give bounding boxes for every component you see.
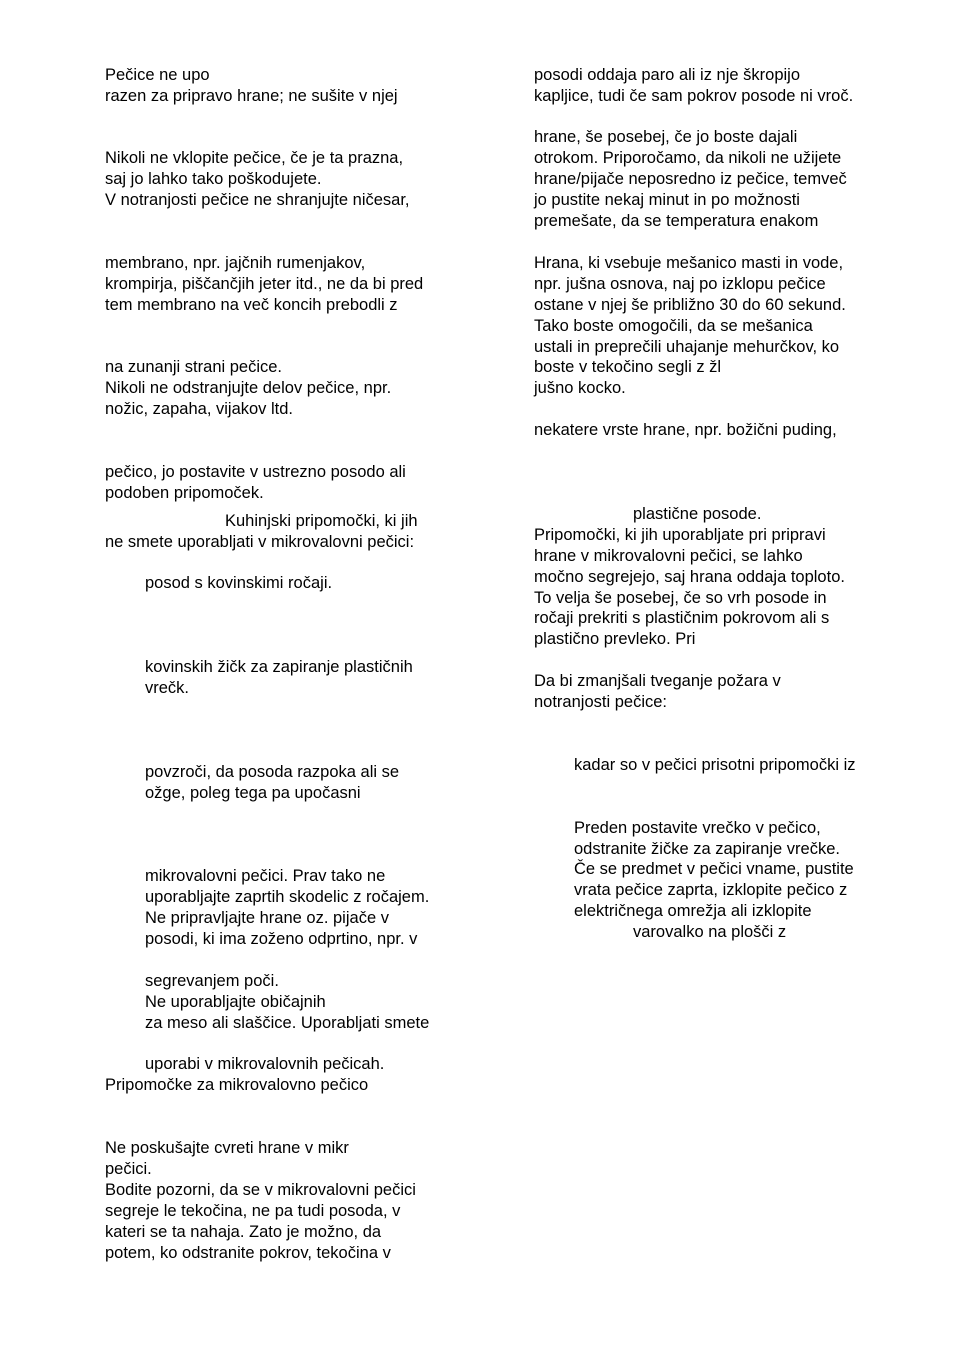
text-line: podoben pripomoček. (105, 484, 264, 502)
text-line: Pripomočki, ki jih uporabljate pri pripravi (534, 526, 826, 544)
text-line: odstranite žičke za zapiranje vrečke. (574, 840, 840, 858)
text-line: pečici. (105, 1160, 152, 1178)
text-line: hrane, še posebej, če jo boste dajali (534, 128, 798, 146)
text-line: jo pustite nekaj minut in po možnosti (534, 191, 800, 209)
text-line: kapljice, tudi če sam pokrov posode ni vroč. (534, 87, 854, 105)
text-line: premešate, da se temperatura enakom (534, 212, 819, 230)
text-line: uporabi v mikrovalovnih pečicah. (145, 1055, 385, 1073)
text-line: vrata pečice zaprta, izklopite pečico z (574, 881, 848, 899)
text-line: za meso ali slaščice. Uporabljati smete (145, 1014, 430, 1032)
text-line: ročaji prekriti s plastičnim pokrovom ali s (534, 609, 830, 627)
text-line: otrokom. Priporočamo, da nikoli ne užijete (534, 149, 842, 167)
text-line: V notranjosti pečice ne shranjujte ničesar, (105, 191, 410, 209)
text-line: na zunanji strani pečice. (105, 358, 283, 376)
text-line: Nikoli ne odstranjujte delov pečice, npr. (105, 379, 392, 397)
text-line: Ne uporabljajte običajnih (145, 993, 326, 1011)
text-line: hrane/pijače neposredno iz pečice, temveč (534, 170, 847, 188)
text-line: krompirja, piščančjih jeter itd., ne da bi pred (105, 275, 424, 293)
text-line: močno segrejejo, saj hrana oddaja toploto. (534, 568, 845, 586)
text-line: membrano, npr. jajčnih rumenjakov, (105, 254, 366, 272)
text-line: segreje le tekočina, ne pa tudi posoda, v (105, 1202, 401, 1220)
text-line: Ne pripravljajte hrane oz. pijače v (145, 909, 389, 927)
text-line: Pečice ne upo (105, 66, 210, 84)
text-line: To velja še posebej, če so vrh posode in (534, 589, 827, 607)
text-line: električnega omrežja ali izklopite (574, 902, 812, 920)
text-line: ustali in preprečili uhajanje mehurčkov, ko (534, 338, 840, 356)
text-line: kovinskih žičk za zapiranje plastičnih (145, 658, 413, 676)
text-line: Preden postavite vrečko v pečico, (574, 819, 821, 837)
text-line: Če se predmet v pečici vname, pustite (574, 860, 854, 878)
text-line: mikrovalovni pečici. Prav tako ne (145, 867, 386, 885)
text-line: segrevanjem poči. (145, 972, 279, 990)
text-line: plastične posode. (633, 505, 762, 523)
text-line: npr. jušna osnova, naj po izklopu pečice (534, 275, 826, 293)
text-line: vrečk. (145, 679, 190, 697)
text-line: Pripomočke za mikrovalovno pečico (105, 1076, 369, 1094)
text-line: tem membrano na več koncih prebodli z (105, 296, 398, 314)
text-line: razen za pripravo hrane; ne sušite v njej (105, 87, 398, 105)
section-heading: ne smete uporabljati v mikrovalovni pečici: (105, 533, 415, 551)
text-line: potem, ko odstranite pokrov, tekočina v (105, 1244, 391, 1262)
text-line: nožic, zapaha, vijakov ltd. (105, 400, 294, 418)
text-line: nekatere vrste hrane, npr. božični puding, (534, 421, 837, 439)
text-line: posodi oddaja paro ali iz nje škropijo (534, 66, 800, 84)
text-line: boste v tekočino segli z žl (534, 358, 722, 376)
text-line: Da bi zmanjšali tveganje požara v (534, 672, 781, 690)
text-line: Ne poskušajte cvreti hrane v mikr (105, 1139, 349, 1157)
text-line: kateri se ta nahaja. Zato je možno, da (105, 1223, 382, 1241)
text-line: povzroči, da posoda razpoka ali se (145, 763, 400, 781)
text-line: saj jo lahko tako poškodujete. (105, 170, 322, 188)
text-line: uporabljajte zaprtih skodelic z ročajem. (145, 888, 430, 906)
section-heading: Kuhinjski pripomočki, ki jih (225, 512, 418, 530)
text-line: kadar so v pečici prisotni pripomočki iz (574, 756, 856, 774)
text-line: hrane v mikrovalovni pečici, se lahko (534, 547, 803, 565)
text-line: Nikoli ne vklopite pečice, če je ta prazna, (105, 149, 404, 167)
text-line: Hrana, ki vsebuje mešanico masti in vode, (534, 254, 844, 272)
text-line: notranjosti pečice: (534, 693, 667, 711)
text-line: posod s kovinskimi ročaji. (145, 574, 333, 592)
text-line: posodi, ki ima zoženo odprtino, npr. v (145, 930, 418, 948)
text-line: Bodite pozorni, da se v mikrovalovni pečici (105, 1181, 416, 1199)
text-line: ožge, poleg tega pa upočasni (145, 784, 361, 802)
text-line: varovalko na plošči z (633, 923, 787, 941)
text-line: ostane v njej še približno 30 do 60 sekund. (534, 296, 846, 314)
text-line: jušno kocko. (534, 379, 626, 397)
text-line: pečico, jo postavite v ustrezno posodo ali (105, 463, 406, 481)
text-line: plastično prevleko. Pri (534, 630, 696, 648)
text-line: Tako boste omogočili, da se mešanica (534, 317, 813, 335)
